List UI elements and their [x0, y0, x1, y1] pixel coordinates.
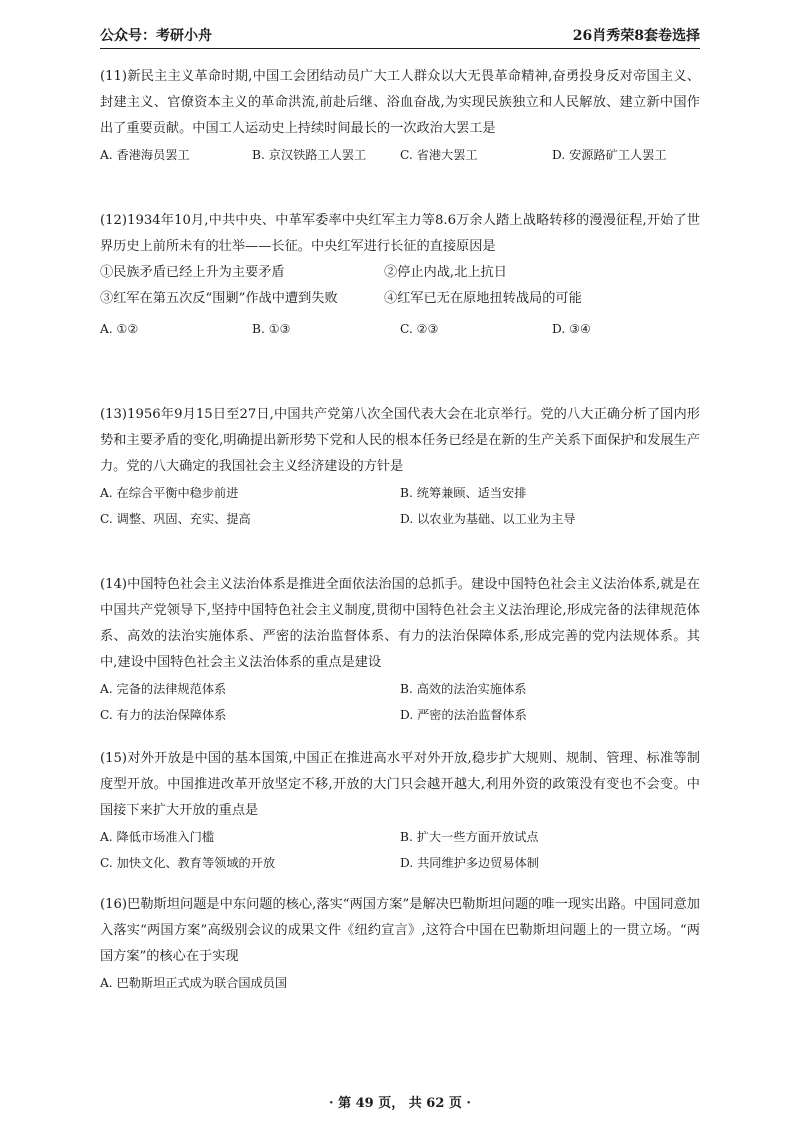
statement-2: ②停止内战,北上抗日: [384, 265, 507, 280]
option-a[interactable]: A. 巴勒斯坦正式成为联合国成员国: [100, 976, 288, 990]
question-stem: (15)对外开放是中国的基本国策,中国正在推进高水平对外开放,稳步扩大规则、规制、管理、标准等制度型开放。中国推进改革开放坚定不移,开放的大门只会越开越大,利用外资的政策没有变也不会变。中国接下来扩大开放的重点是: [100, 751, 700, 818]
option-c[interactable]: C. 省港大罢工: [400, 148, 478, 162]
options-row: [100, 676, 700, 702]
question-15: [100, 746, 700, 876]
option-b[interactable]: B. 京汉铁路工人罢工: [252, 148, 367, 162]
option-d[interactable]: D. 严密的法治监督体系: [400, 708, 527, 722]
question-14: [100, 572, 700, 728]
question-12: [100, 208, 700, 342]
statement-1: ①民族矛盾已经上升为主要矛盾: [100, 265, 285, 280]
options-row: [100, 702, 700, 728]
header-source: 公众号：考研小舟: [100, 28, 212, 44]
options-row: [100, 142, 700, 168]
question-stem: (16)巴勒斯坦问题是中东问题的核心,落实“两国方案”是解决巴勒斯坦问题的唯一现实出路。中国同意加入落实“两国方案”高级别会议的成果文件《纽约宣言》,这符合中国在巴勒斯坦问题上的一贯立场。“两国方案”的核心在于实现: [100, 897, 700, 964]
header-title: 26肖秀荣8套卷选择: [572, 28, 700, 44]
option-a[interactable]: A. 降低市场准入门槛: [100, 830, 215, 844]
question-stem: (13)1956年9月15日至27日,中国共产党第八次全国代表大会在北京举行。党的八大正确分析了国内形势和主要矛盾的变化,明确提出新形势下党和人民的根本任务已经是在新的生产关系下面保护和发展生产力。党的八大确定的我国社会主义经济建设的方针是: [100, 407, 700, 474]
option-b[interactable]: B. 统筹兼顾、适当安排: [400, 486, 527, 500]
options-row: [100, 506, 700, 532]
options-row: [100, 850, 700, 876]
option-d[interactable]: D. 以农业为基础、以工业为主导: [400, 512, 576, 526]
options-row: [100, 316, 700, 342]
statement-3: ③红军在第五次反“围剿”作战中遭到失败: [100, 291, 338, 306]
question-11: [100, 64, 700, 168]
question-13: [100, 402, 700, 532]
option-a[interactable]: A. 香港海员罢工: [100, 148, 190, 162]
option-c[interactable]: C. 有力的法治保障体系: [100, 708, 227, 722]
option-a[interactable]: A. 在综合平衡中稳步前进: [100, 486, 239, 500]
option-d[interactable]: D. 共同维护多边贸易体制: [400, 856, 539, 870]
question-stem: (12)1934年10月,中共中央、中革军委率中央红军主力等8.6万余人踏上战略转移的漫漫征程,开始了世界历史上前所未有的壮举——长征。中央红军进行长征的直接原因是: [100, 213, 700, 254]
page-header: [100, 26, 700, 49]
option-a[interactable]: A. 完备的法律规范体系: [100, 682, 227, 696]
option-c[interactable]: C. ②③: [400, 322, 439, 336]
statement-row: [100, 286, 700, 312]
options-row: [100, 824, 700, 850]
options-row: [100, 970, 700, 996]
option-b[interactable]: B. 扩大一些方面开放试点: [400, 830, 539, 844]
question-stem: (14)中国特色社会主义法治体系是推进全面依法治国的总抓手。建设中国特色社会主义法治体系,就是在中国共产党领导下,坚持中国特色社会主义制度,贯彻中国特色社会主义法治理论,形成完备的法律规范体系、高效的法治实施体系、严密的法治监督体系、有力的法治保障体系,形成完善的党内法规体系。其中,建设中国特色社会主义法治体系的重点是建设: [100, 577, 700, 670]
option-c[interactable]: C. 加快文化、教育等领域的开放: [100, 856, 276, 870]
option-c[interactable]: C. 调整、巩固、充实、提高: [100, 512, 251, 526]
option-b[interactable]: B. ①③: [252, 322, 291, 336]
question-stem: (11)新民主主义革命时期,中国工会团结动员广大工人群众以大无畏革命精神,奋勇投身反对帝国主义、封建主义、官僚资本主义的革命洪流,前赴后继、浴血奋战,为实现民族独立和人民解放、建立新中国作出了重要贡献。中国工人运动史上持续时间最长的一次政治大罢工是: [100, 69, 700, 136]
statement-row: [100, 260, 700, 286]
option-b[interactable]: B. 高效的法治实施体系: [400, 682, 527, 696]
option-d[interactable]: D. ③④: [552, 322, 591, 336]
options-row: [100, 480, 700, 506]
page-number: · 第 49 页， 共 62 页 ·: [329, 1096, 471, 1111]
option-a[interactable]: A. ①②: [100, 322, 139, 336]
statement-4: ④红军已无在原地扭转战局的可能: [384, 291, 582, 306]
option-d[interactable]: D. 安源路矿工人罢工: [552, 148, 667, 162]
question-16: [100, 892, 700, 996]
